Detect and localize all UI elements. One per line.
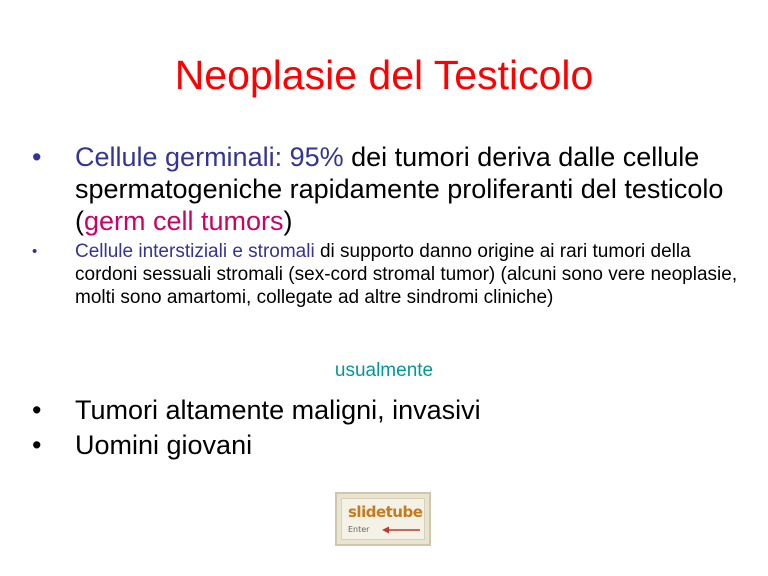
slide-title: Neoplasie del Testicolo <box>174 52 594 98</box>
bullet-germ-cells <box>32 141 745 237</box>
bullet-marker: • <box>32 430 42 460</box>
bullet-malignant <box>32 394 745 426</box>
bullet-text: dei tumori deriva dalle cellule spermatogeniche rapidamente proliferanti del testicolo ( <box>75 142 724 236</box>
centered-note: usualmente <box>334 360 434 381</box>
enter-arrow-icon <box>382 525 422 535</box>
slidetube-logo[interactable] <box>335 492 431 546</box>
bullet-highlight: Cellule interstiziali e stromali <box>75 241 315 262</box>
bullet-marker: • <box>32 142 42 172</box>
logo-inner <box>341 498 425 540</box>
bullet-pink-term: germ cell tumors <box>84 206 284 236</box>
bullet-stromal-cells <box>32 240 745 309</box>
logo-word: slidetube <box>348 503 423 521</box>
bullet-tail: ) <box>283 206 293 236</box>
bullet-text: Tumori altamente maligni, invasivi <box>75 395 481 425</box>
bullet-young-men <box>32 429 745 461</box>
logo-enter-label: Enter <box>348 525 370 534</box>
bullet-marker: • <box>32 243 38 260</box>
bullet-text: Uomini giovani <box>75 430 253 460</box>
bullet-text: di supporto danno origine ai rari tumori della cordoni sessuali stromali (sex-cord stromal tumor) (alcuni sono vere neoplasie, molti sono amartomi, collegate ad altre sindromi cliniche) <box>75 241 738 308</box>
bullet-highlight: Cellule germinali: 95% <box>75 142 344 172</box>
bullet-marker: • <box>32 395 42 425</box>
